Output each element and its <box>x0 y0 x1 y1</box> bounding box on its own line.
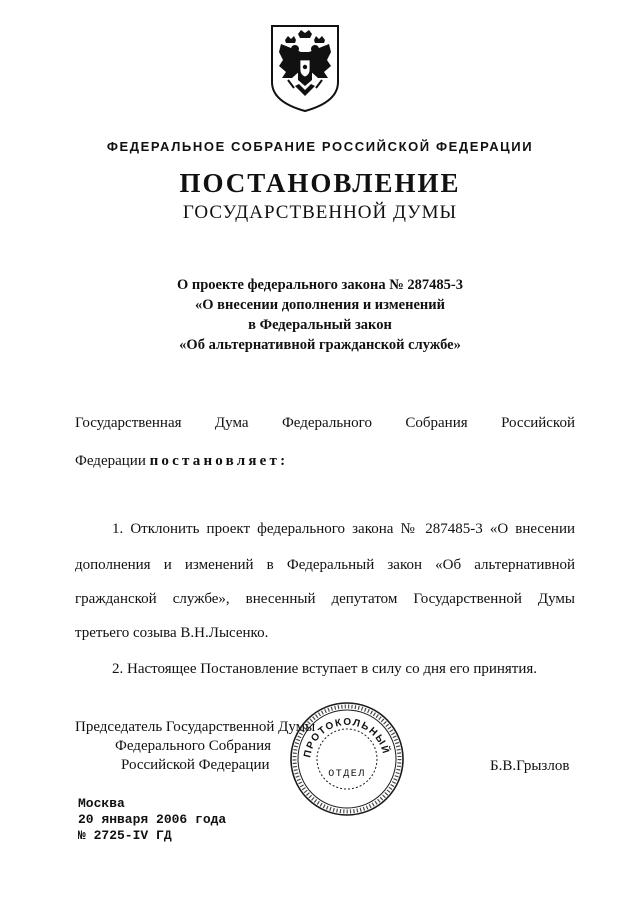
organization-name: ФЕДЕРАЛЬНОЕ СОБРАНИЕ РОССИЙСКОЙ ФЕДЕРАЦИИ <box>106 139 534 154</box>
subject-line: «Об альтернативной гражданской службе» <box>179 337 461 353</box>
document-subject <box>0 275 640 355</box>
document-type: ПОСТАНОВЛЕНИЕ <box>179 168 461 198</box>
document-footer <box>78 796 226 844</box>
signatory-name: Б.В.Грызлов <box>490 758 570 774</box>
signatory-title <box>75 718 315 775</box>
signatory-title-line: Председатель Государственной Думы <box>75 719 316 735</box>
footer-city: Москва <box>78 796 125 811</box>
subject-line: в Федеральный закон <box>248 317 392 333</box>
item-1-line: третьего созыва В.Н.Лысенко. <box>75 625 269 641</box>
stamp-arc-text: ПРОТОКОЛЬНЫЙ <box>302 716 392 759</box>
item-1-line: 1. Отклонить проект федерального закона № 287485-3 «О внесении <box>112 521 575 537</box>
svg-text:ПРОТОКОЛЬНЫЙ <box>302 717 393 759</box>
subject-line: О проекте федерального закона № 287485-3 <box>176 277 464 293</box>
item-1-line: дополнения и изменений в Федеральный закон «Об альтернативной <box>75 557 575 573</box>
preamble-prefix: Федерации <box>75 453 150 469</box>
preamble-line <box>75 453 575 470</box>
stamp-center-text: ОТДЕЛ <box>328 769 366 780</box>
footer-number: № 2725-IV ГД <box>78 828 172 843</box>
decree-action: постановляет: <box>149 453 289 469</box>
official-stamp <box>288 700 406 818</box>
subject-line: «О внесении дополнения и изменений <box>195 297 445 313</box>
signatory-title-line: Российской Федерации <box>121 757 270 773</box>
item-2-line: 2. Настоящее Постановление вступает в силу со дня его принятия. <box>112 661 538 677</box>
document-issuer: ГОСУДАРСТВЕННОЙ ДУМЫ <box>182 202 458 223</box>
coat-of-arms-icon <box>268 22 342 114</box>
item-1-line: гражданской службе», внесенный депутатом Государственной Думы <box>75 591 575 607</box>
signatory-title-line: Федерального Собрания <box>115 738 272 754</box>
preamble-line: Государственная Дума Федерального Собрания Российской <box>75 415 575 431</box>
footer-date: 20 января 2006 года <box>78 812 227 827</box>
